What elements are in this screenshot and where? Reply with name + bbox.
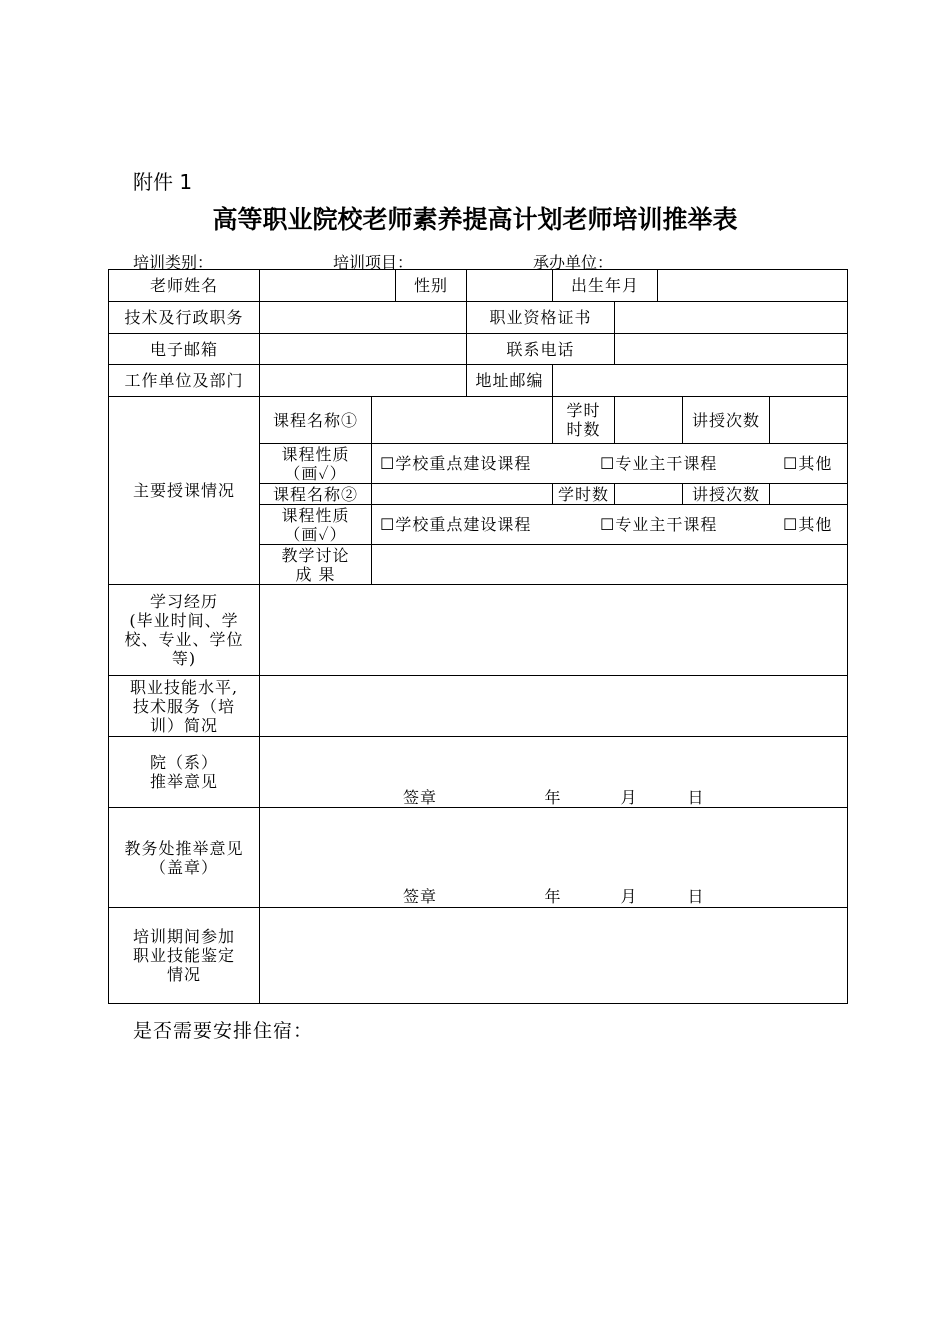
research-label: 教学讨论 成 果 — [281, 545, 350, 584]
office-sign-label: 签章 — [402, 886, 437, 906]
department-opinion-label: 院（系） 推举意见 — [149, 753, 218, 791]
certificate-label: 职业资格证书 — [489, 308, 592, 327]
course1-hours-label: 学时 时数 — [566, 401, 601, 439]
position-label: 技术及行政职务 — [124, 308, 244, 327]
course2-nature-label: 课程性质 （画✓） — [281, 505, 350, 544]
office-day-label: 日 — [687, 886, 705, 906]
academic-office-opinion-label: 教务处推举意见 （盖章） — [124, 838, 244, 877]
workplace-label: 工作单位及部门 — [124, 371, 244, 390]
training-project-label: 培训项目： — [333, 253, 414, 272]
dept-sign-label: 签章 — [402, 787, 437, 807]
training-category-label: 培训类别： — [133, 253, 214, 272]
address-label: 地址邮编 — [475, 371, 544, 390]
course1-other-option[interactable]: ☐其他 — [783, 454, 833, 473]
study-history-label: 学习经历 (毕业时间、学 校、专业、学位 等) — [124, 592, 244, 668]
course2-key-option[interactable]: ☐学校重点建设课程 — [380, 515, 532, 534]
course2-hours-label: 学时数 — [557, 484, 609, 504]
office-month-label: 月 — [620, 886, 638, 906]
office-year-label: 年 — [544, 886, 562, 906]
course1-times-label: 讲授次数 — [691, 410, 760, 430]
course1-name-label: 课程名称① — [272, 410, 358, 430]
birth-date-label: 出生年月 — [570, 276, 639, 295]
course1-nature-label: 课程性质 （画✓） — [281, 444, 350, 483]
form-title: 高等职业院校老师素养提高计划老师培训推举表 — [212, 205, 738, 234]
course2-name-label: 课程名称② — [272, 484, 358, 504]
skills-label: 职业技能水平, 技术服务（培 训）简况 — [129, 677, 239, 735]
course1-major-option[interactable]: ☐专业主干课程 — [600, 454, 718, 473]
dept-day-label: 日 — [687, 787, 705, 807]
phone-label: 联系电话 — [506, 339, 575, 359]
teacher-name-label: 老师姓名 — [149, 276, 218, 295]
annex-label: 附件 1 — [133, 170, 193, 194]
course2-times-label: 讲授次数 — [691, 484, 760, 504]
course2-other-option[interactable]: ☐其他 — [783, 515, 833, 534]
teaching-label: 主要授课情况 — [132, 481, 235, 500]
skill-appraisal-label: 培训期间参加 职业技能鉴定 情况 — [132, 926, 235, 984]
course2-major-option[interactable]: ☐专业主干课程 — [600, 515, 718, 534]
accommodation-question: 是否需要安排住宿： — [133, 1020, 314, 1042]
dept-year-label: 年 — [544, 787, 562, 807]
course1-key-option[interactable]: ☐学校重点建设课程 — [380, 454, 532, 473]
dept-month-label: 月 — [620, 787, 638, 807]
email-label: 电子邮箱 — [149, 339, 218, 359]
organizer-label: 承办单位： — [533, 253, 614, 272]
gender-label: 性别 — [413, 276, 448, 295]
